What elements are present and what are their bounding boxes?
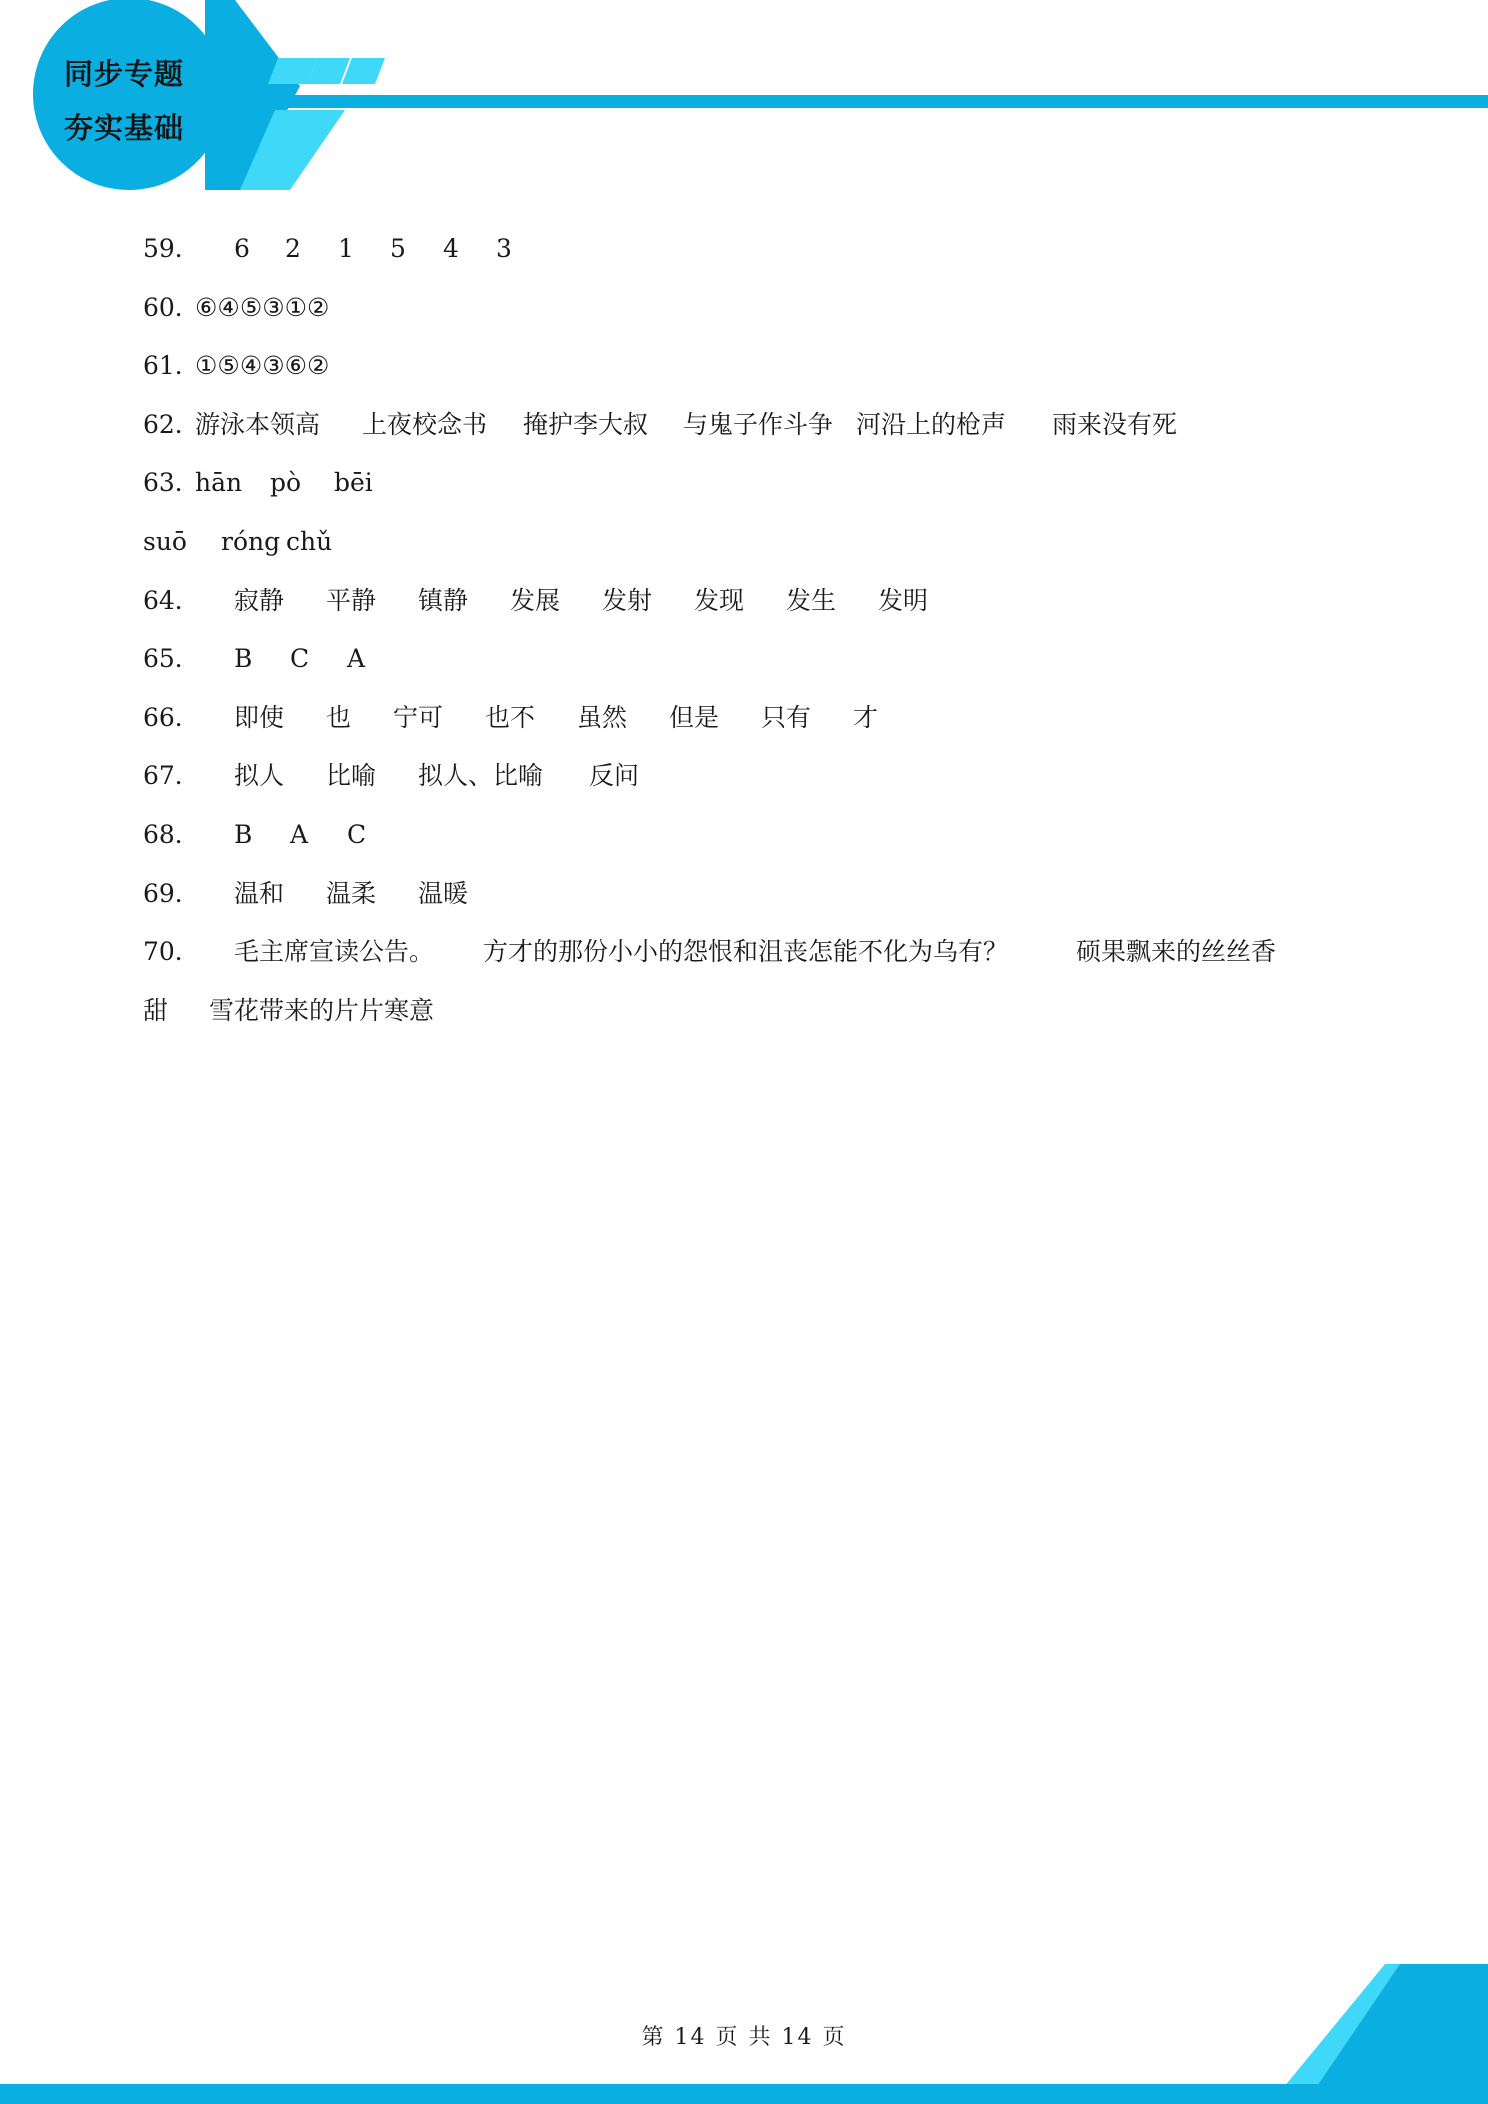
question-number: 64． xyxy=(143,585,200,615)
answer-row-68 xyxy=(143,806,1343,865)
answer-item: róng xyxy=(221,526,281,556)
question-number: 66． xyxy=(143,702,200,732)
question-number: 68． xyxy=(143,819,200,849)
answer-item: 只有 xyxy=(761,702,812,732)
answer-item: B xyxy=(234,644,253,674)
header-decoration xyxy=(0,0,1488,200)
answer-row-63-continued xyxy=(143,513,1343,572)
answer-item: 才 xyxy=(853,702,879,732)
badge-title-line2: 夯实基础 xyxy=(63,111,184,145)
answer-item: 河沿上的枪声 xyxy=(856,409,1007,439)
question-number: 69． xyxy=(143,878,200,908)
answer-item: 拟人 xyxy=(234,761,285,791)
question-number: 63． xyxy=(143,468,200,498)
answer-item: 但是 xyxy=(669,702,720,732)
answer-item: 发射 xyxy=(602,585,653,615)
answer-item: 2 xyxy=(285,234,301,263)
answer-row-59 xyxy=(143,220,1343,279)
answer-item: 甜 xyxy=(143,995,169,1025)
answer-item: 毛主席宣读公告。 xyxy=(234,937,435,967)
answer-item: 温暖 xyxy=(418,878,469,908)
answer-item: B xyxy=(234,819,253,849)
answer-item: 4 xyxy=(443,234,459,263)
answer-list xyxy=(143,220,1343,1040)
answer-item: 与鬼子作斗争 xyxy=(683,409,834,439)
answer-row-60 xyxy=(143,279,1343,338)
answer-item: 上夜校念书 xyxy=(362,409,488,439)
answer-item: bēi xyxy=(334,468,373,498)
answer-item: 温和 xyxy=(234,878,285,908)
answer-row-70-continued xyxy=(143,982,1343,1041)
answer-item: 发现 xyxy=(694,585,745,615)
footer-bar xyxy=(0,2084,1488,2104)
question-number: 67． xyxy=(143,761,200,791)
answer-item: 6 xyxy=(234,234,250,263)
answer-item: C xyxy=(290,644,310,674)
answer-item: 5 xyxy=(390,234,406,263)
answer-item: ⑥④⑤③①② xyxy=(195,292,330,322)
header-badge-circle xyxy=(33,0,225,190)
answer-item: 硕果飘来的丝丝香 xyxy=(1076,937,1277,967)
answer-item: 3 xyxy=(496,234,512,263)
header-bar xyxy=(258,95,1488,108)
answer-row-63 xyxy=(143,454,1343,513)
answer-item: 雪花带来的片片寒意 xyxy=(209,995,435,1025)
question-number: 65． xyxy=(143,644,200,674)
answer-item: A xyxy=(290,819,309,849)
answer-item: 方才的那份小小的怨恨和沮丧怎能不化为乌有？ xyxy=(483,937,1009,967)
answer-item: 宁可 xyxy=(393,702,444,732)
question-number: 59． xyxy=(143,234,200,263)
answer-item: 拟人、比喻 xyxy=(418,761,544,791)
answer-item: C xyxy=(347,819,367,849)
answer-item: pò xyxy=(270,468,302,498)
answer-item: 发明 xyxy=(878,585,929,615)
answer-row-62 xyxy=(143,396,1343,455)
footer-decoration xyxy=(0,1954,1488,2104)
answer-item: 也 xyxy=(326,702,352,732)
answer-item: A xyxy=(347,644,366,674)
badge-title-line1: 同步专题 xyxy=(63,57,184,91)
answer-row-67 xyxy=(143,747,1343,806)
answer-row-61 xyxy=(143,337,1343,396)
answer-item: 即使 xyxy=(234,702,285,732)
page-number: 第 14 页 共 14 页 xyxy=(641,2025,847,2050)
answer-item: 反问 xyxy=(589,761,640,791)
answer-item: suō xyxy=(143,526,187,556)
answer-item: 镇静 xyxy=(418,585,469,615)
answer-row-66 xyxy=(143,689,1343,748)
answer-item: 虽然 xyxy=(577,702,628,732)
question-number: 60． xyxy=(143,292,200,322)
answer-item: 也不 xyxy=(485,702,536,732)
answer-item: 寂静 xyxy=(234,585,285,615)
answer-item: 游泳本领高 xyxy=(195,409,321,439)
answer-row-65 xyxy=(143,630,1343,689)
answer-item: 温柔 xyxy=(326,878,377,908)
answer-row-69 xyxy=(143,865,1343,924)
answer-item: 掩护李大叔 xyxy=(523,409,649,439)
question-number: 70． xyxy=(143,937,200,967)
question-number: 62． xyxy=(143,409,200,439)
answer-item: chǔ xyxy=(286,526,333,556)
answer-item: 发展 xyxy=(510,585,561,615)
answer-item: 1 xyxy=(338,234,354,263)
answer-item: 雨来没有死 xyxy=(1052,409,1178,439)
answer-row-70 xyxy=(143,923,1343,982)
answer-item: 比喻 xyxy=(326,761,377,791)
question-number: 61． xyxy=(143,351,200,381)
answer-item: 平静 xyxy=(326,585,377,615)
answer-item: hān xyxy=(195,468,243,498)
answer-item: ①⑤④③⑥② xyxy=(195,351,330,381)
answer-row-64 xyxy=(143,572,1343,631)
answer-item: 发生 xyxy=(786,585,837,615)
